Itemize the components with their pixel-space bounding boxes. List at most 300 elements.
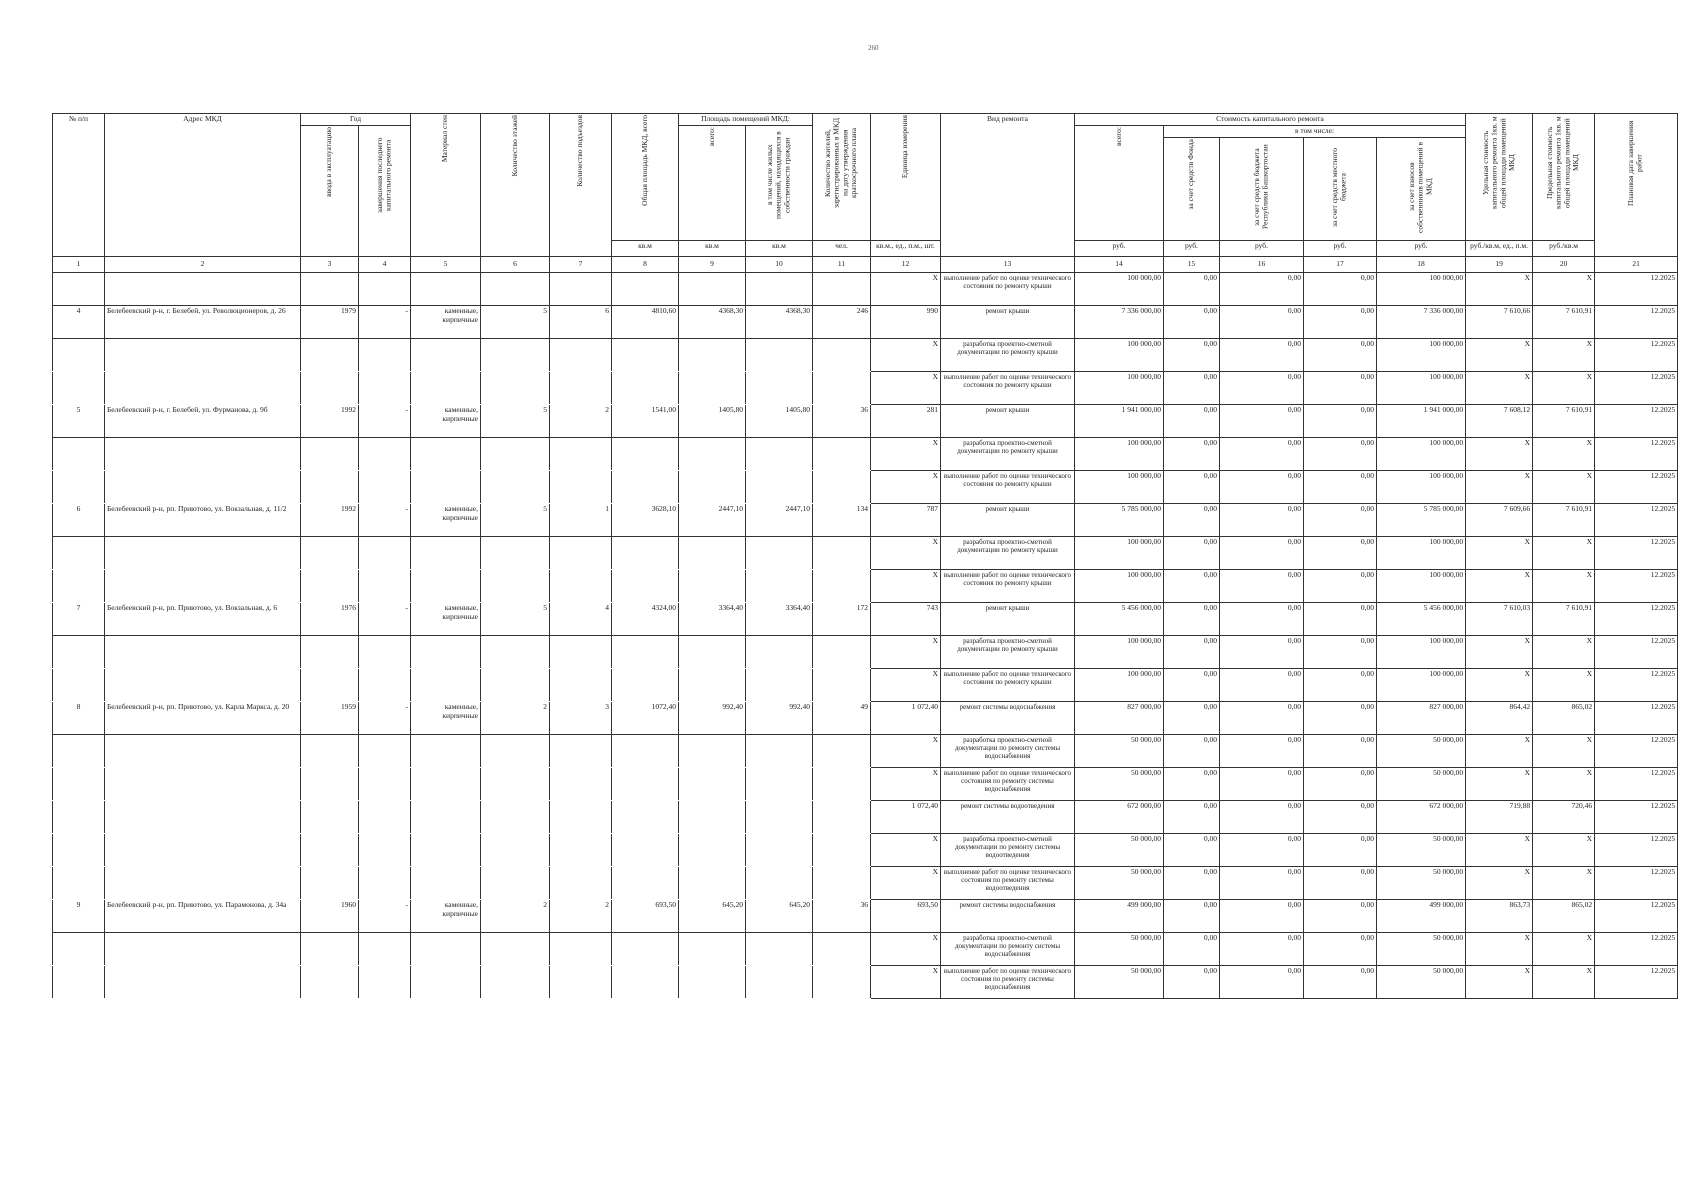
cell-work: выполнение работ по оценке технического состояния по ремонту системы водоотведения [941,867,1075,900]
cell-unit-cost: X [1466,438,1533,471]
cell-max-cost: 7 610,91 [1533,603,1595,636]
cell-material [411,735,481,768]
cell-work: разработка проектно-сметной документации по ремонту крыши [941,339,1075,372]
unit-area: кв.м [612,241,679,257]
cell-total: 100 000,00 [1075,438,1164,471]
cell-material [411,768,481,801]
cell-local: 0,00 [1304,339,1377,372]
cell-material [411,339,481,372]
unit-cost-local: руб. [1304,241,1377,257]
header-cost-owners [1377,138,1466,241]
cell-residential [746,834,813,867]
cell-premises [679,372,746,405]
cell-unit-cost: 7 610,66 [1466,306,1533,339]
cell-no: 8 [53,702,105,735]
cell-qty: X [871,471,941,504]
cell-premises [679,669,746,702]
cell-max-cost: 865,02 [1533,900,1595,933]
cell-max-cost: X [1533,867,1595,900]
column-number: 7 [550,257,612,273]
column-number: 15 [1164,257,1220,273]
cell-residents [813,372,871,405]
cell-qty: X [871,636,941,669]
cell-owners: 827 000,00 [1377,702,1466,735]
cell-no [53,933,105,966]
cell-total: 50 000,00 [1075,768,1164,801]
cell-area: 1541,00 [612,405,679,438]
cell-work: разработка проектно-сметной документации по ремонту крыши [941,636,1075,669]
cell-residential: 4368,30 [746,306,813,339]
cell-fund: 0,00 [1164,966,1220,999]
cell-floors [481,570,550,603]
cell-no [53,471,105,504]
cell-max-cost: 7 610,91 [1533,306,1595,339]
cell-local: 0,00 [1304,603,1377,636]
table-row [53,570,1678,603]
cell-date: 12.2025 [1595,669,1678,702]
cell-fund: 0,00 [1164,273,1220,306]
cell-republic: 0,00 [1220,306,1304,339]
cell-total: 827 000,00 [1075,702,1164,735]
header-unit-text: Единица измерения [900,115,910,179]
table-row [53,900,1678,933]
cell-unit-cost: X [1466,471,1533,504]
cell-material: каменные, кирпичные [411,603,481,636]
cell-entrances [550,471,612,504]
cell-owners: 100 000,00 [1377,636,1466,669]
cell-repair: - [359,900,411,933]
cell-work: разработка проектно-сметной документации по ремонту системы водоотведения [941,834,1075,867]
cell-no [53,735,105,768]
cell-work: ремонт крыши [941,504,1075,537]
cell-no: 7 [53,603,105,636]
cell-address: Белебеевский р-н, рп. Приютово, ул. Парамонова, д. 34а [105,900,301,933]
cell-republic: 0,00 [1220,372,1304,405]
cell-floors [481,768,550,801]
cell-max-cost: X [1533,471,1595,504]
cell-unit-cost: 864,42 [1466,702,1533,735]
cell-area [612,669,679,702]
cell-republic: 0,00 [1220,669,1304,702]
cell-date: 12.2025 [1595,834,1678,867]
cell-address: Белебеевский р-н, г. Белебей, ул. Революционеров, д. 26 [105,306,301,339]
cell-republic: 0,00 [1220,405,1304,438]
cell-date: 12.2025 [1595,471,1678,504]
cell-residents [813,834,871,867]
cell-unit-cost: 7 610,03 [1466,603,1533,636]
cell-unit-cost: X [1466,768,1533,801]
cell-residents [813,867,871,900]
column-number: 8 [612,257,679,273]
cell-address [105,438,301,471]
cell-floors: 5 [481,306,550,339]
cell-total: 1 941 000,00 [1075,405,1164,438]
cell-repair [359,471,411,504]
cell-fund: 0,00 [1164,471,1220,504]
cell-total: 5 785 000,00 [1075,504,1164,537]
cell-floors: 5 [481,504,550,537]
cell-residents [813,735,871,768]
cell-unit-cost: 719,88 [1466,801,1533,834]
cell-republic: 0,00 [1220,933,1304,966]
header-unit-cost [1466,114,1533,241]
cell-address [105,339,301,372]
table-row [53,966,1678,999]
cell-qty: 787 [871,504,941,537]
cell-work: выполнение работ по оценке технического состояния по ремонту крыши [941,372,1075,405]
cell-owners: 100 000,00 [1377,438,1466,471]
cell-entrances: 1 [550,504,612,537]
unit-unit-cost: руб./кв.м, ед., п.м. [1466,241,1533,257]
cell-residential [746,735,813,768]
cell-repair [359,438,411,471]
table-row [53,273,1678,306]
cell-premises [679,768,746,801]
header-unit-cost-text: Удельная стоимость капитального ремонта 1кв. м общей площади помещений МКД [1480,116,1516,210]
cell-local: 0,00 [1304,669,1377,702]
header-max-cost [1533,114,1595,241]
cell-work: ремонт системы водоотведения [941,801,1075,834]
table-row [53,702,1678,735]
cell-max-cost: X [1533,933,1595,966]
cell-material [411,537,481,570]
unit-measure: кв.м., ед., п.м., шт. [871,241,941,257]
cell-fund: 0,00 [1164,570,1220,603]
cell-material [411,933,481,966]
cell-qty: 743 [871,603,941,636]
cell-qty: 693,50 [871,900,941,933]
cell-year [301,438,359,471]
cell-total: 100 000,00 [1075,570,1164,603]
cell-owners: 499 000,00 [1377,900,1466,933]
cell-unit-cost: X [1466,966,1533,999]
cell-owners: 50 000,00 [1377,966,1466,999]
header-floors [481,114,550,257]
cell-work: выполнение работ по оценке технического состояния по ремонту системы водоснабжения [941,768,1075,801]
cell-owners: 50 000,00 [1377,834,1466,867]
cell-entrances: 2 [550,405,612,438]
cell-no [53,339,105,372]
cell-republic: 0,00 [1220,438,1304,471]
cell-residential [746,339,813,372]
cell-address [105,372,301,405]
cell-max-cost: X [1533,636,1595,669]
cell-republic: 0,00 [1220,867,1304,900]
cell-year [301,801,359,834]
cell-address [105,537,301,570]
cell-fund: 0,00 [1164,768,1220,801]
cell-qty: X [871,933,941,966]
cell-year [301,966,359,999]
table-row [53,339,1678,372]
cell-residential [746,867,813,900]
cell-republic: 0,00 [1220,537,1304,570]
cell-repair [359,735,411,768]
cell-work: выполнение работ по оценке технического состояния по ремонту крыши [941,273,1075,306]
cell-residential [746,933,813,966]
cell-local: 0,00 [1304,702,1377,735]
cell-republic: 0,00 [1220,801,1304,834]
cell-floors: 2 [481,702,550,735]
cell-area: 693,50 [612,900,679,933]
cell-fund: 0,00 [1164,504,1220,537]
cell-max-cost: 7 610,91 [1533,405,1595,438]
cell-floors: 2 [481,900,550,933]
cell-owners: 5 785 000,00 [1377,504,1466,537]
header-year-last-repair-text: завершения последнего капитального ремонта [374,137,393,213]
cell-local: 0,00 [1304,438,1377,471]
cell-total: 100 000,00 [1075,636,1164,669]
cell-residents: 246 [813,306,871,339]
header-address: Адрес МКД [105,114,301,257]
cell-residents [813,570,871,603]
cell-residential: 3364,40 [746,603,813,636]
column-number: 5 [411,257,481,273]
cell-repair: - [359,603,411,636]
cell-material: каменные, кирпичные [411,306,481,339]
cell-address [105,966,301,999]
header-premises-total [679,126,746,241]
cell-republic: 0,00 [1220,900,1304,933]
header-cost-republic [1220,138,1304,241]
column-number: 16 [1220,257,1304,273]
cell-local: 0,00 [1304,735,1377,768]
cell-date: 12.2025 [1595,504,1678,537]
cell-total: 50 000,00 [1075,933,1164,966]
unit-cost-republic: руб. [1220,241,1304,257]
cell-area: 4810,60 [612,306,679,339]
header-max-cost-text: Предельная стоимость капитального ремонта 1кв. м общей площади помещений МКД [1545,116,1581,210]
cell-unit-cost: X [1466,867,1533,900]
cell-work: разработка проектно-сметной документации по ремонту крыши [941,438,1075,471]
table-row [53,372,1678,405]
cell-total: 100 000,00 [1075,471,1164,504]
cell-area: 1072,40 [612,702,679,735]
cell-max-cost: X [1533,570,1595,603]
cell-total: 50 000,00 [1075,834,1164,867]
cell-work: разработка проектно-сметной документации по ремонту крыши [941,537,1075,570]
cell-entrances: 4 [550,603,612,636]
cell-no [53,834,105,867]
table-row [53,735,1678,768]
cell-no: 5 [53,405,105,438]
table-row [53,768,1678,801]
cell-residential [746,801,813,834]
cell-fund: 0,00 [1164,834,1220,867]
cell-residential [746,471,813,504]
cell-local: 0,00 [1304,933,1377,966]
cell-year: 1992 [301,405,359,438]
header-premises-residential [746,126,813,241]
cell-no: 9 [53,900,105,933]
header-year-commission [301,126,359,257]
cell-republic: 0,00 [1220,834,1304,867]
cell-repair: - [359,702,411,735]
cell-year [301,867,359,900]
cell-year: 1992 [301,504,359,537]
cell-year [301,735,359,768]
header-wall-material [411,114,481,257]
cell-premises [679,471,746,504]
cell-local: 0,00 [1304,405,1377,438]
table-row [53,306,1678,339]
cell-no [53,636,105,669]
cell-work: разработка проектно-сметной документации по ремонту системы водоснабжения [941,735,1075,768]
cell-residents [813,966,871,999]
cell-residential [746,372,813,405]
cell-date: 12.2025 [1595,537,1678,570]
cell-floors [481,801,550,834]
cell-no [53,867,105,900]
cell-fund: 0,00 [1164,405,1220,438]
cell-entrances [550,636,612,669]
cell-floors [481,669,550,702]
cell-fund: 0,00 [1164,438,1220,471]
cell-total: 100 000,00 [1075,372,1164,405]
header-cost-fund-text: за счет средств Фонда [1186,139,1196,210]
table-row [53,933,1678,966]
header-cost-local-text: за счет средств местного бюджета [1330,147,1348,227]
cell-area [612,471,679,504]
cell-year [301,570,359,603]
cell-fund: 0,00 [1164,900,1220,933]
cell-fund: 0,00 [1164,306,1220,339]
cell-material [411,438,481,471]
cell-area [612,834,679,867]
cell-max-cost: X [1533,669,1595,702]
table-header [53,114,1678,273]
cell-material [411,636,481,669]
cell-work: ремонт крыши [941,306,1075,339]
header-plan-date [1595,114,1678,257]
cell-premises: 2447,10 [679,504,746,537]
cell-unit-cost: X [1466,933,1533,966]
cell-premises [679,801,746,834]
cell-material: каменные, кирпичные [411,702,481,735]
header-year-commission-text: ввода в эксплуатацию [324,127,334,197]
column-number: 1 [53,257,105,273]
cell-area [612,735,679,768]
cell-max-cost: 720,46 [1533,801,1595,834]
cell-total: 7 336 000,00 [1075,306,1164,339]
cell-fund: 0,00 [1164,537,1220,570]
cell-qty: 281 [871,405,941,438]
cell-address [105,801,301,834]
cell-residents [813,438,871,471]
cell-local: 0,00 [1304,570,1377,603]
cell-work: ремонт крыши [941,603,1075,636]
cell-premises: 1405,80 [679,405,746,438]
cell-residential: 645,20 [746,900,813,933]
cell-republic: 0,00 [1220,966,1304,999]
cell-repair [359,867,411,900]
cell-no [53,438,105,471]
cell-owners: 7 336 000,00 [1377,306,1466,339]
cell-area [612,438,679,471]
cell-unit-cost: X [1466,339,1533,372]
cell-entrances [550,933,612,966]
cell-repair [359,570,411,603]
cell-area [612,636,679,669]
cell-floors: 5 [481,405,550,438]
cell-material [411,801,481,834]
cell-unit-cost: X [1466,372,1533,405]
cell-fund: 0,00 [1164,933,1220,966]
cell-year: 1979 [301,306,359,339]
cell-qty: X [871,537,941,570]
cell-year [301,537,359,570]
column-number: 9 [679,257,746,273]
cell-date: 12.2025 [1595,405,1678,438]
cell-qty: X [871,273,941,306]
cell-address: Белебеевский р-н, рп. Приютово, ул. Карла Маркса, д. 20 [105,702,301,735]
cell-owners: 100 000,00 [1377,471,1466,504]
cell-fund: 0,00 [1164,702,1220,735]
cell-date: 12.2025 [1595,339,1678,372]
unit-cost-fund: руб. [1164,241,1220,257]
cell-residential [746,438,813,471]
cell-residents: 134 [813,504,871,537]
cell-no: 4 [53,306,105,339]
cell-address [105,636,301,669]
cell-no [53,537,105,570]
table-row [53,834,1678,867]
cell-residential: 992,40 [746,702,813,735]
cell-owners: 5 456 000,00 [1377,603,1466,636]
column-number: 11 [813,257,871,273]
cell-work: ремонт крыши [941,405,1075,438]
cell-residents [813,273,871,306]
cell-unit-cost: 863,73 [1466,900,1533,933]
cell-entrances [550,801,612,834]
cell-date: 12.2025 [1595,570,1678,603]
cell-repair [359,768,411,801]
cell-entrances [550,834,612,867]
cell-address [105,570,301,603]
cell-residents [813,669,871,702]
cell-area [612,372,679,405]
cell-no [53,273,105,306]
table-row [53,471,1678,504]
cell-material [411,471,481,504]
header-residents [813,114,871,241]
cell-address: Белебеевский р-н, г. Белебей, ул. Фурманова, д. 9б [105,405,301,438]
header-premises-total-text: всего: [706,127,716,146]
cell-premises [679,735,746,768]
cell-premises: 3364,40 [679,603,746,636]
cell-premises [679,339,746,372]
cell-premises [679,867,746,900]
cell-premises [679,834,746,867]
cell-local: 0,00 [1304,537,1377,570]
cell-owners: 100 000,00 [1377,669,1466,702]
cell-local: 0,00 [1304,636,1377,669]
table-body [53,273,1678,999]
header-cost-group: Стоимость капитального ремонта [1075,114,1466,126]
cell-material: каменные, кирпичные [411,405,481,438]
cell-republic: 0,00 [1220,768,1304,801]
cell-premises: 645,20 [679,900,746,933]
cell-total: 5 456 000,00 [1075,603,1164,636]
cell-qty: X [871,570,941,603]
header-cost-fund [1164,138,1220,241]
cell-date: 12.2025 [1595,702,1678,735]
cell-owners: 100 000,00 [1377,273,1466,306]
cell-owners: 50 000,00 [1377,768,1466,801]
cell-no [53,372,105,405]
cell-residents [813,636,871,669]
header-unit [871,114,941,241]
